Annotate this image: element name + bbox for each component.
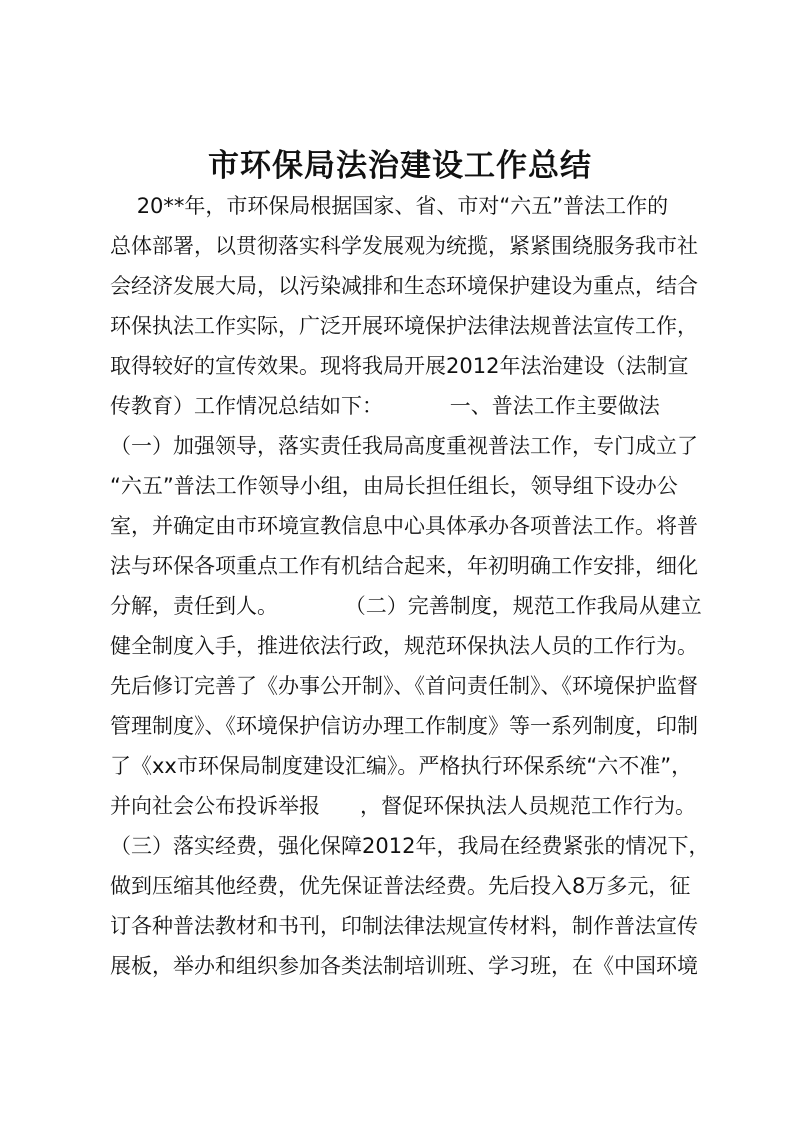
body-line: 总体部署，以贯彻落实科学发展观为统揽，紧紧围绕服务我市社 xyxy=(110,234,698,258)
body-line: 并向社会公布投诉举报 ，督促环保执法人员规范工作行为。 xyxy=(110,794,697,818)
body-line: 分解，责任到人。 （二）完善制度，规范工作我局从建立 xyxy=(110,594,702,618)
body-line: 展板，举办和组织参加各类法制培训班、学习班，在《中国环境 xyxy=(110,954,698,978)
body-line: “六五”普法工作领导小组，由局长担任组长，领导组下设办公 xyxy=(110,474,678,498)
body-line: 室，并确定由市环境宣教信息中心具体承办各项普法工作。将普 xyxy=(110,514,698,538)
body-line: 健全制度入手，推进依法行政，规范环保执法人员的工作行为。 xyxy=(110,634,698,658)
document-title: 市环保局法治建设工作总结 xyxy=(208,148,592,184)
body-line: （一）加强领导，落实责任我局高度重视普法工作，专门成立了 xyxy=(110,434,698,458)
body-line: （三）落实经费，强化保障2012年，我局在经费紧张的情况下， xyxy=(110,834,710,858)
body-line: 了《xx市环保局制度建设汇编》。严格执行环保系统“六不准”， xyxy=(110,754,693,778)
body-line: 先后修订完善了《办事公开制》、《首问责任制》、《环境保护监督 xyxy=(110,674,698,698)
body-line: 传教育）工作情况总结如下： 一、普法工作主要做法 xyxy=(110,394,660,418)
body-line: 管理制度》、《环境保护信访办理工作制度》等一系列制度，印制 xyxy=(110,714,698,738)
body-line: 取得较好的宣传效果。现将我局开展2012年法治建设（法制宣 xyxy=(110,354,689,378)
body-line: 法与环保各项重点工作有机结合起来，年初明确工作安排，细化 xyxy=(110,554,698,578)
body-line: 会经济发展大局，以污染减排和生态环境保护建设为重点，结合 xyxy=(110,274,698,298)
body-line: 订各种普法教材和书刊，印制法律法规宣传材料，制作普法宣传 xyxy=(110,914,698,938)
body-line: 20**年，市环保局根据国家、省、市对“六五”普法工作的 xyxy=(110,194,669,218)
body-line: 做到压缩其他经费，优先保证普法经费。先后投入8万多元，征 xyxy=(110,874,691,898)
body-line: 环保执法工作实际，广泛开展环境保护法律法规普法宣传工作， xyxy=(110,314,698,338)
